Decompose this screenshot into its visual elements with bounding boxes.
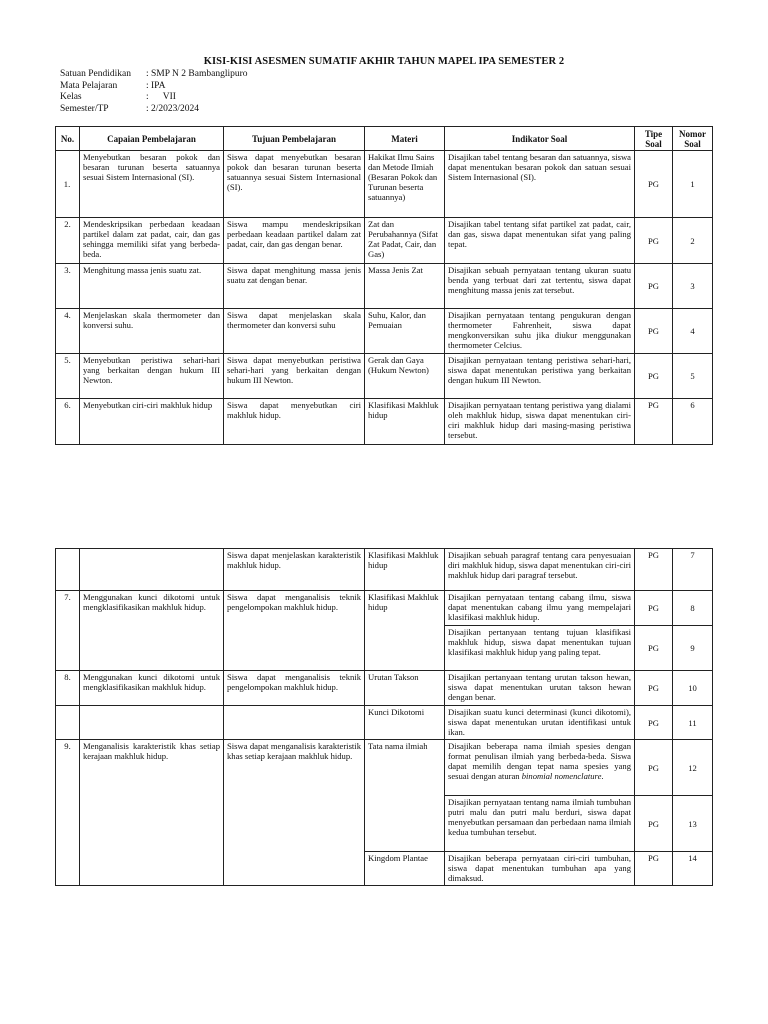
cell-materi: Gerak dan Gaya (Hukum Newton) (365, 354, 445, 399)
cell-tipe: PG (635, 796, 673, 852)
cell-tipe: PG (635, 671, 673, 706)
cell-indikator: Disajikan pernyataan tentang peristiwa yang dialami oleh makhluk hidup, siswa dapat menentukan ciri-ciri makhluk hidup dari masing-masing peristiwa tersebut. (445, 399, 635, 445)
cell-materi: Zat dan Perubahannya (Sifat Zat Padat, Cair, dan Gas) (365, 218, 445, 264)
cell-nomor: 9 (673, 626, 713, 671)
table-row (56, 264, 713, 309)
cell-no: 3. (56, 264, 80, 309)
cell-indikator: Disajikan suatu kunci determinasi (kunci dikotomi), siswa dapat menentukan urutan identifikasi untuk ikan. (445, 706, 635, 740)
cell-tipe: PG (635, 706, 673, 740)
table-row (56, 399, 713, 445)
cell-materi: Kingdom Plantae (365, 852, 445, 886)
table-row (56, 549, 713, 591)
cell-indikator: Disajikan pertanyaan tentang tujuan klasifikasi makhluk hidup, siswa dapat menentukan tujuan klasifikasi makhluk hidup yang paling tepat. (445, 626, 635, 671)
cell-nomor: 8 (673, 591, 713, 626)
cell-nomor: 10 (673, 671, 713, 706)
cell-indikator: Disajikan sebuah pernyataan tentang ukuran suatu benda yang terbuat dari zat tertentu, siswa dapat menghitung massa jenis zat tersebut. (445, 264, 635, 309)
cell-tujuan: Siswa dapat menghitung massa jenis suatu zat dengan benar. (224, 264, 365, 309)
indikator-end: . (601, 771, 604, 781)
cell-materi: Hakikat Ilmu Sains dan Metode Ilmiah (Besaran Pokok dan Turunan beserta satuannya) (365, 151, 445, 218)
indikator-text: Disajikan beberapa nama ilmiah spesies dengan format penulisan ilmiah yang berbeda-beda. Siswa dapat memilih dengan tepat nama spesies yang sesuai dengan aturan (448, 741, 631, 781)
header-nomor: Nomor Soal (673, 127, 713, 151)
cell-capaian: Menyebutkan ciri-ciri makhluk hidup (80, 399, 224, 445)
cell-indikator: Disajikan pernyataan tentang nama ilmiah tumbuhan putri malu dan putri malu berduri, siswa dapat menyebutkan persamaan dan perbedaan nama ilmiah kedua tumbuhan tersebut. (445, 796, 635, 852)
kisi-kisi-table-page1 (55, 126, 713, 445)
cell-nomor: 13 (673, 796, 713, 852)
meta-value: : SMP N 2 Bambanglipuro (146, 69, 248, 79)
header-tipe: Tipe Soal (635, 127, 673, 151)
cell-materi: Tata nama ilmiah (365, 740, 445, 852)
cell-no (56, 706, 80, 740)
cell-nomor: 2 (673, 218, 713, 264)
cell-tujuan: Siswa mampu mendeskripsikan perbedaan keadaan partikel dalam zat padat, cair, dan gas dengan benar. (224, 218, 365, 264)
cell-tipe: PG (635, 591, 673, 626)
cell-tipe: PG (635, 740, 673, 796)
cell-capaian: Menggunakan kunci dikotomi untuk mengklasifikasikan makhluk hidup. (80, 591, 224, 671)
cell-indikator (445, 740, 635, 796)
meta-row-mapel (60, 81, 248, 93)
kisi-kisi-table-page2 (55, 548, 713, 886)
cell-materi: Kunci Dikotomi (365, 706, 445, 740)
cell-indikator: Disajikan pernyataan tentang cabang ilmu, siswa dapat menentukan cabang ilmu yang mempelajari klasifikasi makhluk hidup. (445, 591, 635, 626)
header-indikator: Indikator Soal (445, 127, 635, 151)
cell-capaian: Menyebutkan peristiwa sehari-hari yang berkaitan dengan hukum III Newton. (80, 354, 224, 399)
cell-no (56, 549, 80, 591)
meta-value: : 2/2023/2024 (146, 103, 200, 114)
cell-no: 9. (56, 740, 80, 886)
cell-capaian: Menghitung massa jenis suatu zat. (80, 264, 224, 309)
cell-materi: Klasifikasi Makhluk hidup (365, 591, 445, 671)
meta-row-semester (60, 104, 248, 116)
table-row (56, 591, 713, 626)
meta-label: Kelas (60, 92, 82, 102)
cell-nomor: 6 (673, 399, 713, 445)
meta-value: : VII (146, 92, 176, 102)
cell-materi: Massa Jenis Zat (365, 264, 445, 309)
meta-label: Semester/TP (60, 103, 109, 114)
cell-tujuan: Siswa dapat menjelaskan skala thermometer dan konversi suhu (224, 309, 365, 354)
cell-nomor: 4 (673, 309, 713, 354)
cell-tipe: PG (635, 399, 673, 445)
cell-tujuan: Siswa dapat menjelaskan karakteristik makhluk hidup. (224, 549, 365, 591)
cell-tipe: PG (635, 309, 673, 354)
cell-capaian: Mendeskripsikan perbedaan keadaan partikel dalam zat padat, cair, dan gas sehingga memiliki sifat yang berbeda-beda. (80, 218, 224, 264)
cell-no: 4. (56, 309, 80, 354)
cell-indikator: Disajikan beberapa pernyataan ciri-ciri tumbuhan, siswa dapat menentukan tumbuhan apa yang dimaksud. (445, 852, 635, 886)
meta-row-kelas (60, 92, 248, 104)
cell-indikator: Disajikan pernyataan tentang peristiwa sehari-hari, siswa dapat menentukan peristiwa yang berkaitan dengan hukum III Newton. (445, 354, 635, 399)
cell-no: 8. (56, 671, 80, 706)
cell-materi: Klasifikasi Makhluk hidup (365, 399, 445, 445)
cell-tipe: PG (635, 354, 673, 399)
cell-indikator: Disajikan sebuah paragraf tentang cara penyesuaian diri makhluk hidup, siswa dapat menentukan ciri-ciri makhluk hidup dari paragraf tersebut. (445, 549, 635, 591)
header-no: No. (56, 127, 80, 151)
cell-indikator: Disajikan tabel tentang sifat partikel zat padat, cair, dan gas, siswa dapat menentukan sifat yang paling tepat. (445, 218, 635, 264)
table-row (56, 740, 713, 796)
cell-tujuan: Siswa dapat menyebutkan besaran pokok dan besaran turunan beserta satuannya sesuai Sistem Internasional (SI). (224, 151, 365, 218)
header-tujuan: Tujuan Pembelajaran (224, 127, 365, 151)
cell-tipe: PG (635, 549, 673, 591)
cell-capaian: Menyebutkan besaran pokok dan besaran turunan beserta satuannya sesuai Sistem Internasional (SI). (80, 151, 224, 218)
cell-nomor: 11 (673, 706, 713, 740)
table-row (56, 706, 713, 740)
table-row (56, 218, 713, 264)
cell-tipe: PG (635, 264, 673, 309)
cell-tipe: PG (635, 852, 673, 886)
table-header-row (56, 127, 713, 151)
meta-label: Satuan Pendidikan (60, 69, 131, 79)
cell-indikator: Disajikan pernyataan tentang pengukuran dengan thermometer Fahrenheit, siswa dapat mengkonversikan suhu jika diukur menggunakan thermometer Celcius. (445, 309, 635, 354)
cell-tipe: PG (635, 151, 673, 218)
header-materi: Materi (365, 127, 445, 151)
cell-no: 1. (56, 151, 80, 218)
header-capaian: Capaian Pembelajaran (80, 127, 224, 151)
cell-capaian: Menjelaskan skala thermometer dan konversi suhu. (80, 309, 224, 354)
meta-label: Mata Pelajaran (60, 80, 118, 91)
cell-no: 5. (56, 354, 80, 399)
table-row (56, 309, 713, 354)
cell-tujuan: Siswa dapat menyebutkan ciri makhluk hidup. (224, 399, 365, 445)
cell-capaian (80, 706, 224, 740)
cell-no: 2. (56, 218, 80, 264)
cell-tujuan: Siswa dapat menyebutkan peristiwa sehari-hari yang berkaitan dengan hukum III Newton. (224, 354, 365, 399)
cell-tujuan: Siswa dapat menganalisis teknik pengelompokan makhluk hidup. (224, 671, 365, 706)
cell-tujuan (224, 706, 365, 740)
cell-indikator: Disajikan pertanyaan tentang urutan takson hewan, siswa dapat menentukan urutan takson hewan dengan benar. (445, 671, 635, 706)
cell-capaian: Menganalisis karakteristik khas setiap kerajaan makhluk hidup. (80, 740, 224, 886)
document-title: KISI-KISI ASESMEN SUMATIF AKHIR TAHUN MAPEL IPA SEMESTER 2 (203, 56, 565, 67)
cell-tujuan: Siswa dapat menganalisis teknik pengelompokan makhluk hidup. (224, 591, 365, 671)
table-row (56, 671, 713, 706)
cell-no: 6. (56, 399, 80, 445)
cell-tujuan: Siswa dapat menganalisis karakteristik khas setiap kerajaan makhluk hidup. (224, 740, 365, 886)
cell-nomor: 1 (673, 151, 713, 218)
meta-row-satuan (60, 69, 248, 81)
cell-nomor: 7 (673, 549, 713, 591)
document-meta (60, 69, 248, 115)
table-row (56, 151, 713, 218)
cell-nomor: 5 (673, 354, 713, 399)
cell-indikator: Disajikan tabel tentang besaran dan satuannya, siswa dapat menentukan besaran pokok dan satuan sesuai Sistem Internasional (SI). (445, 151, 635, 218)
cell-tipe: PG (635, 626, 673, 671)
cell-capaian (80, 549, 224, 591)
cell-materi: Klasifikasi Makhluk hidup (365, 549, 445, 591)
table-row (56, 354, 713, 399)
indikator-italic: binomial nomenclature (521, 771, 602, 781)
cell-materi: Suhu, Kalor, dan Pemuaian (365, 309, 445, 354)
cell-nomor: 12 (673, 740, 713, 796)
cell-nomor: 14 (673, 852, 713, 886)
cell-capaian: Menggunakan kunci dikotomi untuk mengklasifikasikan makhluk hidup. (80, 671, 224, 706)
cell-no: 7. (56, 591, 80, 671)
cell-nomor: 3 (673, 264, 713, 309)
meta-value: : IPA (146, 80, 166, 91)
cell-materi: Urutan Takson (365, 671, 445, 706)
cell-tipe: PG (635, 218, 673, 264)
